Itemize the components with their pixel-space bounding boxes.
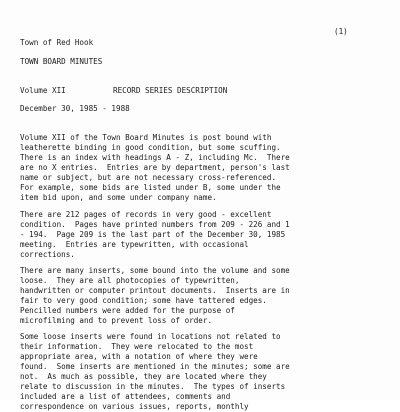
paragraph-line: found. Some inserts are mentioned in the minutes; some are	[20, 362, 290, 371]
date-range: December 30, 1985 - 1988	[20, 104, 130, 113]
paragraph-line: There are many inserts, some bound into the volume and some	[20, 266, 290, 275]
paragraph-line: handwritten or computer printout documents. Inserts are in	[20, 286, 290, 295]
board-title: TOWN BOARD MINUTES	[20, 57, 103, 66]
paragraph-inserts	[20, 266, 390, 326]
paragraph-line: Some loose inserts were found in locations not related to	[20, 332, 281, 341]
paragraph-line: included are a list of attendees, comments and	[20, 392, 231, 401]
paragraph-line: correspondence on various issues, reports, monthly	[20, 402, 249, 411]
paragraph-line: condition. Pages have printed numbers from 209 - 226 and 1	[20, 220, 290, 229]
paragraph-line: not. As much as possible, they are located where they	[20, 372, 267, 381]
paragraph-line: There are 212 pages of records in very good - excellent	[20, 210, 272, 219]
paragraph-line: name or subject, but are not necessary cross-referenced.	[20, 173, 277, 182]
paragraph-line: relate to discussion in the minutes. The types of inserts	[20, 382, 286, 391]
paragraph-pages	[20, 210, 390, 260]
paragraph-line: their information. They were relocated to the most	[20, 342, 254, 351]
town-name: Town of Red Hook	[20, 38, 94, 47]
paragraph-line: There is an index with headings A - Z, including Mc. There	[20, 153, 290, 162]
paragraph-line: Volume XII of the Town Board Minutes is post bound with	[20, 133, 272, 142]
paragraph-line: loose. They are all photocopies of typewritten,	[20, 276, 240, 285]
paragraph-loose-inserts	[20, 332, 390, 412]
paragraph-line: appropriate area, with a notation of where they were	[20, 352, 258, 361]
paragraph-line: microfilming and to prevent loss of order.	[20, 316, 213, 325]
paragraph-line: are no X entries. Entries are by department, person's last	[20, 163, 290, 172]
paragraph-line: item bid upon, and some under company name.	[20, 193, 217, 202]
paragraph-binding	[20, 133, 390, 203]
record-type-heading: RECORD SERIES DESCRIPTION	[113, 86, 228, 95]
volume-label: Volume XII	[20, 86, 66, 95]
paragraph-line: Pencilled numbers were added for the purpose of	[20, 306, 235, 315]
paragraph-line: meeting. Entries are typewritten, with occasional	[20, 240, 249, 249]
paragraph-line: fair to very good condition; some have tattered edges.	[20, 296, 267, 305]
paragraph-line: - 194. Page 209 is the last part of the December 30, 1985	[20, 230, 286, 239]
page-number: (1)	[334, 27, 348, 36]
paragraph-line: For example, some bids are listed under B, some under the	[20, 183, 281, 192]
paragraph-line: leatherette binding in good condition, but some scuffing.	[20, 143, 281, 152]
paragraph-line: corrections.	[20, 250, 75, 259]
